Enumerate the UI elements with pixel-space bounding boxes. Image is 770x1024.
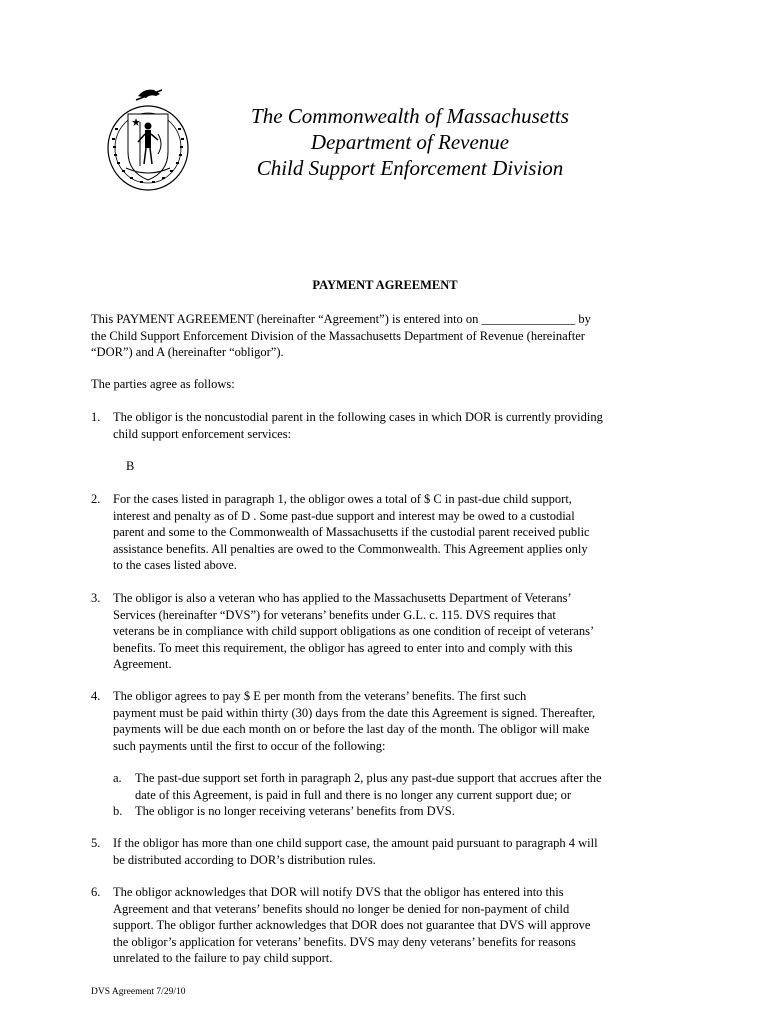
item-number: 4.: [91, 689, 101, 703]
intro-line: This PAYMENT AGREEMENT (hereinafter “Agreement”) is entered into on _______________ by: [91, 312, 591, 326]
item-number: 2.: [91, 492, 101, 506]
subitem-letter: a.: [113, 771, 122, 785]
subitem-line: The past-due support set forth in paragraph 2, plus any past-due support that accrues after the: [135, 771, 602, 785]
header-line-department: Department of Revenue: [310, 130, 510, 154]
item-line: For the cases listed in paragraph 1, the obligor owes a total of $ C in past-due child support,: [113, 492, 572, 506]
item-line: veterans be in compliance with child support obligations as one condition of receipt of veterans’: [113, 624, 595, 638]
item-line: interest and penalty as of D . Some past-due support and interest may be owed to a custodial: [113, 508, 575, 523]
agency-header: [210, 103, 610, 181]
item-line: Agreement.: [113, 657, 172, 671]
subitem-line: The obligor is no longer receiving veterans’ benefits from DVS.: [135, 804, 455, 818]
item-line: Services (hereinafter “DVS”) for veterans’ benefits under G.L. c. 115. DVS requires that: [113, 607, 556, 622]
item-line: to the cases listed above.: [113, 558, 237, 572]
document-footer: DVS Agreement 7/29/10: [91, 987, 186, 997]
item-number: 3.: [91, 591, 101, 605]
intro-line: the Child Support Enforcement Division of the Massachusetts Department of Revenue (hereinafter: [91, 328, 585, 343]
item-number: 6.: [91, 885, 101, 899]
item-line: support. The obligor further acknowledges that DOR does not guarantee that DVS will approve: [113, 918, 591, 932]
item-line: The obligor is the noncustodial parent in the following cases in which DOR is currently providing: [113, 410, 603, 424]
item-line: assistance benefits. All penalties are owed to the Commonwealth. This Agreement applies only: [113, 541, 588, 556]
item-line: If the obligor has more than one child support case, the amount paid pursuant to paragraph 4 will: [113, 836, 598, 850]
massachusetts-seal-icon: [100, 82, 196, 194]
item-number: 5.: [91, 836, 101, 850]
intro-paragraph: [91, 311, 671, 361]
header-line-commonwealth: The Commonwealth of Massachusetts: [251, 104, 569, 128]
item-line: unrelated to the failure to pay child support.: [113, 951, 333, 965]
item-line: payments will be due each month on or before the last day of the month. The obligor will make: [113, 722, 590, 736]
header-line-division: Child Support Enforcement Division: [256, 156, 564, 180]
item-line: Agreement and that veterans’ benefits should no longer be denied for non-payment of child: [113, 901, 570, 916]
item-line: parent and some to the Commonwealth of Massachusetts if the custodial parent received public: [113, 525, 590, 539]
subitem-line: date of this Agreement, is paid in full and there is no longer any current support due; or: [135, 787, 571, 802]
intro-line: “DOR”) and A (hereinafter “obligor”).: [91, 345, 284, 359]
document-title: PAYMENT AGREEMENT: [312, 278, 458, 292]
parties-paragraph: The parties agree as follows:: [91, 377, 235, 391]
item-line: benefits. To meet this requirement, the obligor has agreed to enter into and comply with this: [113, 640, 573, 655]
item-line: be distributed according to DOR’s distribution rules.: [113, 852, 376, 867]
item-line: The obligor acknowledges that DOR will notify DVS that the obligor has entered into this: [113, 885, 564, 899]
item-line: payment must be paid within thirty (30) days from the date this Agreement is signed. Thereafter,: [113, 705, 596, 720]
item-number: 1.: [91, 410, 101, 424]
case-list-field: B: [126, 459, 135, 473]
item-line: such payments until the first to occur of the following:: [113, 738, 386, 753]
item-line: the obligor’s application for veterans’ benefits. DVS may deny veterans’ benefits for reasons: [113, 934, 576, 949]
subitem-letter: b.: [113, 804, 123, 818]
item-line: The obligor is also a veteran who has applied to the Massachusetts Department of Veterans’: [113, 591, 572, 605]
item-line: The obligor agrees to pay $ E per month from the veterans’ benefits. The first such: [113, 689, 527, 703]
item-line: child support enforcement services:: [113, 426, 292, 441]
